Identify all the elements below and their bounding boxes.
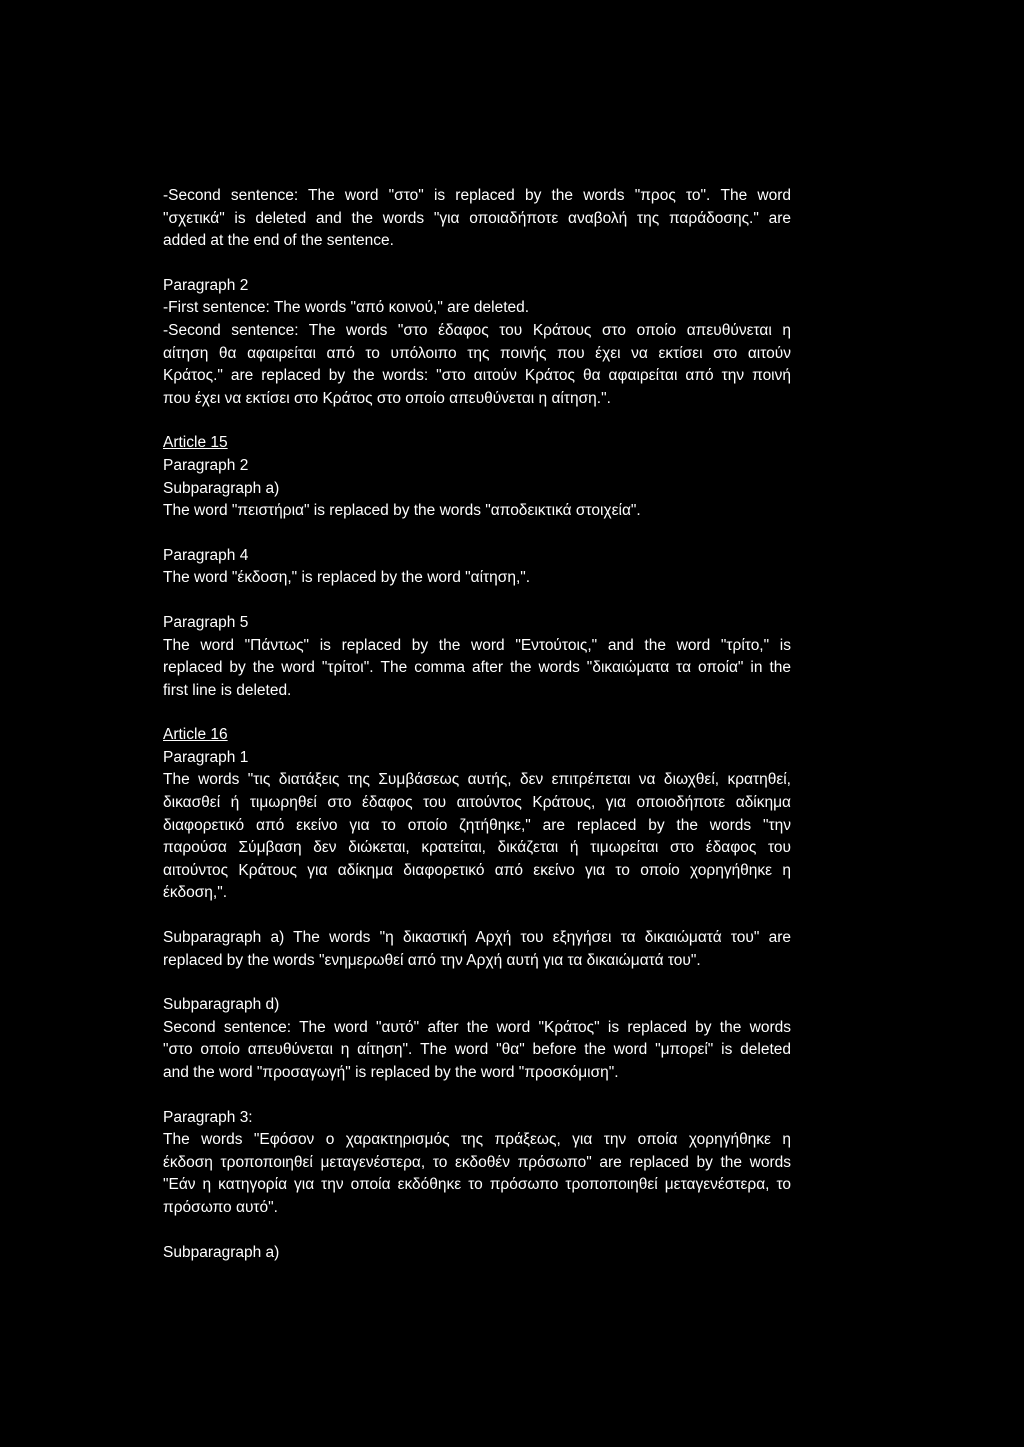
text-line: -Second sentence: The words "στο έδαφος του Κράτους στο οποίο απευθύνεται η <box>163 321 791 339</box>
text-line: "στο οποίο απευθύνεται η αίτηση". The word "θα" before the word "μπορεί" is deleted <box>163 1041 791 1059</box>
text-line: έκδοση τροποποιηθεί μεταγενέστερα, το εκδοθέν πρόσωπο" are replaced by the words <box>163 1153 791 1171</box>
text-line: διαφορετικό από εκείνο για το οποίο ζητήθηκε," are replaced by the words "την <box>163 816 791 834</box>
text-line: first line is deleted. <box>163 681 292 699</box>
article-heading: Article 16 <box>163 726 228 744</box>
section-subparagraph-d <box>163 994 791 1084</box>
text-line: δικασθεί ή τιμωρηθεί στο έδαφος του αιτούντος Κράτους, για οποιοδήποτε αδίκημα <box>163 794 791 812</box>
text-line: The word "Πάντως" is replaced by the word "Εντούτοις," and the word "τρίτο," is <box>163 636 791 654</box>
text-line: The word "έκδοση," is replaced by the word "αίτηση,". <box>163 569 531 587</box>
text-line: Subparagraph a) The words "η δικαστική Αρχή του εξηγήσει τα δικαιώματά του" are <box>163 929 791 947</box>
section-subparagraph-a-final <box>163 1242 791 1265</box>
text-line: που έχει να εκτίσει στο Κράτος στο οποίο απευθύνεται η αίτηση.". <box>163 389 611 407</box>
text-line: and the word "προσαγωγή" is replaced by the word "προσκόμιση". <box>163 1064 619 1081</box>
text-line: -Second sentence: The word "στο" is replaced by the words "προς το". The word <box>163 187 791 204</box>
text-line: replaced by the word "τρίτοι". The comma after the words "δικαιώματα τα οποία" in the <box>163 659 791 677</box>
text-line: αιτούντος Κράτους για αδίκημα διαφορετικό από εκείνο για το οποίο χορηγήθηκε η <box>163 861 791 879</box>
text-line: replaced by the words "ενημερωθεί από την Αρχή αυτή για τα δικαιώματά του". <box>163 951 701 969</box>
text-line: "Εάν η κατηγορία για την οποία εκδόθηκε το πρόσωπο τροποποιηθεί μεταγενέστερα, το <box>163 1176 791 1194</box>
subparagraph-heading: Subparagraph a) <box>163 479 280 497</box>
text-line: Second sentence: The word "αυτό" after the word "Κράτος" is replaced by the words <box>163 1018 791 1036</box>
paragraph-heading: Paragraph 3: <box>163 1108 253 1126</box>
section-article-16 <box>163 724 791 905</box>
paragraph-heading: Paragraph 4 <box>163 546 249 564</box>
section-subparagraph-a <box>163 927 791 972</box>
text-line: αίτηση θα αφαιρείται από το υπόλοιπο της ποινής που έχει να εκτίσει στο αιτούν <box>163 344 791 362</box>
paragraph-heading: Paragraph 5 <box>163 613 249 631</box>
text-line: Κράτος." are replaced by the words: "στο αιτούν Κράτος θα αφαιρείται από την ποινή <box>163 367 791 385</box>
text-line: added at the end of the sentence. <box>163 232 394 250</box>
text-line: -First sentence: The words "από κοινού," are deleted. <box>163 299 530 317</box>
section-paragraph-5 <box>163 612 791 702</box>
section-second-sentence <box>163 185 791 253</box>
text-line: "σχετικά" is deleted and the words "για οποιαδήποτε αναβολή της παράδοσης." are <box>163 209 791 227</box>
text-line: έκδοση,". <box>163 884 228 902</box>
section-paragraph-2 <box>163 275 791 411</box>
text-line: παρούσα Σύμβαση δεν διώκεται, κρατείται, δικάζεται ή τιμωρείται στο έδαφος του <box>163 839 791 857</box>
section-paragraph-4 <box>163 545 791 590</box>
paragraph-heading: Paragraph 2 <box>163 276 249 294</box>
section-paragraph-3 <box>163 1107 791 1220</box>
document-page <box>163 185 791 1264</box>
section-article-15 <box>163 432 791 522</box>
paragraph-heading: Paragraph 2 <box>163 456 249 474</box>
text-line: πρόσωπο αυτό". <box>163 1198 278 1216</box>
subparagraph-heading: Subparagraph d) <box>163 996 280 1014</box>
text-line: The words "Εφόσον ο χαρακτηρισμός της πράξεως, για την οποία χορηγήθηκε η <box>163 1131 791 1149</box>
paragraph-heading: Paragraph 1 <box>163 748 249 766</box>
article-heading: Article 15 <box>163 434 228 452</box>
text-line: The word "πειστήρια" is replaced by the words "αποδεικτικά στοιχεία". <box>163 502 641 520</box>
subparagraph-heading: Subparagraph a) <box>163 1243 280 1261</box>
text-line: The words "τις διατάξεις της Συμβάσεως αυτής, δεν επιτρέπεται να διωχθεί, κρατηθεί, <box>163 771 791 789</box>
